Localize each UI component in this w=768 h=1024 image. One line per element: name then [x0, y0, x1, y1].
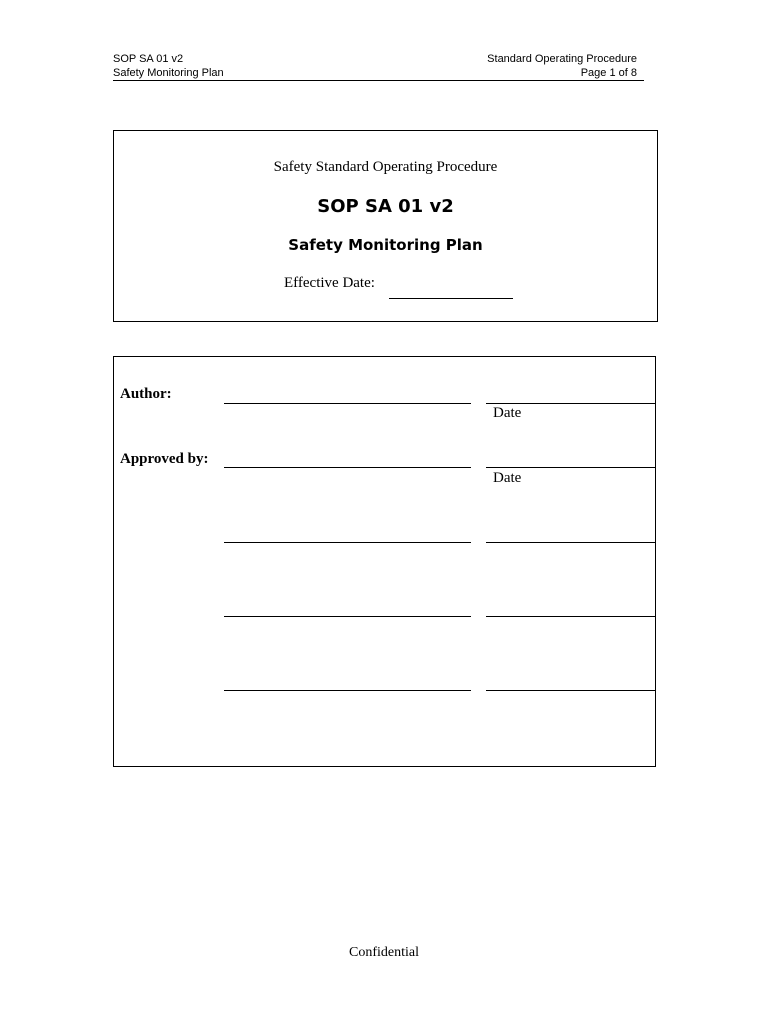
approved-by-label: Approved by: [120, 451, 209, 467]
header-rule [113, 80, 644, 81]
signature-block [113, 356, 656, 767]
effective-date-field[interactable] [389, 276, 513, 298]
header-page-number: Page 1 of 8 [580, 67, 637, 79]
author-signature-line[interactable] [224, 403, 471, 404]
additional-signature-line-2[interactable] [224, 616, 471, 617]
effective-date-line [389, 298, 513, 299]
additional-date-line-3[interactable] [486, 690, 655, 691]
sop-id-heading: SOP SA 01 v2 [317, 196, 454, 217]
approver-signature-line[interactable] [224, 467, 471, 468]
effective-date-label: Effective Date: [284, 275, 375, 291]
document-title: Safety Monitoring Plan [288, 236, 483, 254]
footer-confidential: Confidential [349, 945, 419, 960]
header-doc-type: Standard Operating Procedure [487, 53, 637, 65]
author-date-label: Date [493, 405, 522, 421]
header-doc-name: Safety Monitoring Plan [113, 67, 224, 79]
additional-date-line-1[interactable] [486, 542, 655, 543]
author-label: Author: [120, 386, 172, 402]
additional-date-line-2[interactable] [486, 616, 655, 617]
title-block [113, 130, 658, 322]
additional-signature-line-3[interactable] [224, 690, 471, 691]
author-date-line[interactable] [486, 403, 655, 404]
header-doc-id: SOP SA 01 v2 [113, 53, 184, 65]
approver-date-line[interactable] [486, 467, 655, 468]
additional-signature-line-1[interactable] [224, 542, 471, 543]
title-subtitle: Safety Standard Operating Procedure [273, 159, 498, 175]
approver-date-label: Date [493, 470, 522, 486]
